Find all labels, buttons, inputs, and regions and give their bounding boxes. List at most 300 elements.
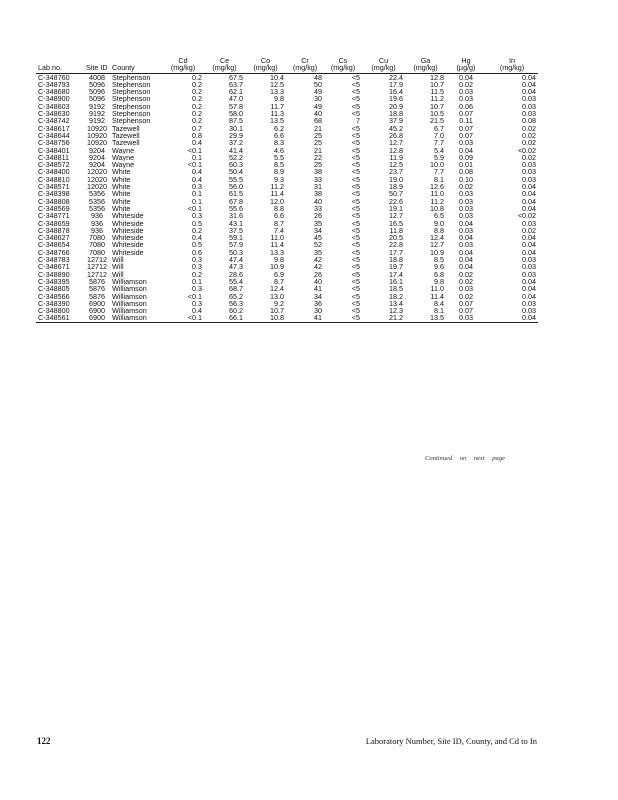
table-cell: 13.5 <box>270 117 284 125</box>
table-cell: 63.7 <box>229 80 243 89</box>
page-number: 122 <box>37 736 51 746</box>
header-row <box>36 57 538 73</box>
table-cell: <5 <box>351 234 360 242</box>
table-cell: 45.2 <box>389 124 403 132</box>
table-cell: 5356 <box>89 190 105 198</box>
table-cell: <5 <box>351 80 360 89</box>
table-cell: C-348617 <box>38 124 70 132</box>
table-cell: 18.9 <box>389 183 403 191</box>
table-cell: 50.3 <box>229 248 243 257</box>
table-cell: <5 <box>351 175 360 184</box>
table-cell: Stephenson <box>112 95 151 103</box>
table-cell: 0.03 <box>522 299 536 308</box>
table-cell: 10.7 <box>430 80 444 89</box>
table-cell: 0.03 <box>459 212 473 220</box>
table-cell: C-348571 <box>38 183 70 191</box>
table-cell: Stephenson <box>112 80 151 89</box>
table-row <box>36 161 538 168</box>
table-cell: 0.03 <box>459 197 473 205</box>
column-header <box>245 57 286 73</box>
table-row <box>36 198 538 205</box>
table-cell: 62.1 <box>229 88 243 96</box>
table-cell: <5 <box>351 299 360 308</box>
table-cell: 9204 <box>89 161 105 169</box>
table-cell: 12.4 <box>270 285 284 293</box>
table-cell: 6.6 <box>274 212 284 220</box>
table-cell: 8.5 <box>434 256 444 264</box>
table-cell: 12020 <box>87 168 107 176</box>
column-header-label: Co <box>260 57 271 65</box>
table-cell: 6.8 <box>434 270 444 278</box>
table-cell: 0.2 <box>192 73 202 81</box>
table-cell: 0.03 <box>522 219 536 227</box>
table-row <box>36 190 538 197</box>
column-header-label: Lab no. <box>38 63 62 73</box>
table-cell: <5 <box>351 190 360 198</box>
table-cell: 47.3 <box>229 263 243 271</box>
table-cell: 8.7 <box>274 277 284 286</box>
table-cell: 11.4 <box>270 190 284 198</box>
table-cell: 13.3 <box>270 88 284 96</box>
column-header-unit: (mg/kg) <box>292 63 318 73</box>
table-cell: 7.7 <box>434 139 444 147</box>
column-header <box>110 57 162 73</box>
table-cell: 0.02 <box>522 124 536 132</box>
table-cell: 8.4 <box>434 299 444 308</box>
table-cell: 25 <box>314 131 322 140</box>
table-cell: 0.4 <box>192 168 202 176</box>
table-cell: 12.7 <box>389 139 403 147</box>
table-cell: 16.1 <box>389 277 403 286</box>
table-cell: Will <box>112 263 124 271</box>
column-header <box>486 57 538 73</box>
table-cell: 10.9 <box>270 263 284 271</box>
table-row <box>36 183 538 190</box>
table-cell: 0.04 <box>522 197 536 205</box>
table-cell: 7080 <box>89 234 105 242</box>
table-cell: C-348400 <box>38 168 70 176</box>
table-cell: <0.1 <box>187 204 202 213</box>
table-cell: 0.02 <box>522 139 536 147</box>
table-cell: White <box>112 168 131 176</box>
table-cell: 0.3 <box>192 299 202 308</box>
table-cell: 0.4 <box>192 234 202 242</box>
table-cell: <0.1 <box>187 292 202 300</box>
table-cell: 11.0 <box>430 190 444 198</box>
table-cell: 19.0 <box>389 175 403 184</box>
table-cell: 0.03 <box>522 168 536 176</box>
table-cell: 25 <box>314 139 322 147</box>
table-cell: 35 <box>314 219 322 227</box>
table-cell: 5876 <box>89 277 105 286</box>
table-cell: 30 <box>314 95 322 103</box>
table-cell: 10.8 <box>270 314 284 323</box>
table-cell: 9.8 <box>274 95 284 103</box>
table-cell: <5 <box>351 263 360 271</box>
table-cell: 0.02 <box>522 131 536 140</box>
table-row <box>36 110 538 117</box>
table-cell: 0.2 <box>192 226 202 235</box>
table-cell: C-348630 <box>38 110 70 118</box>
table-row <box>36 256 538 263</box>
table-cell: 12.7 <box>389 212 403 220</box>
table-cell: 0.8 <box>192 131 202 140</box>
table-cell: <5 <box>351 314 360 323</box>
data-table <box>36 57 538 323</box>
table-cell: 9.2 <box>274 299 284 308</box>
table-cell: 21.5 <box>430 117 444 125</box>
table-cell: 11.0 <box>270 234 284 242</box>
table-row <box>36 95 538 102</box>
table-cell: 0.03 <box>522 256 536 264</box>
table-cell: Wayne <box>112 161 135 169</box>
table-cell: <5 <box>351 124 360 132</box>
table-row <box>36 234 538 241</box>
table-cell: 4008 <box>89 73 105 81</box>
table-cell: 67.5 <box>229 73 243 81</box>
table-cell: C-348398 <box>38 190 70 198</box>
table-cell: 36 <box>314 299 322 308</box>
table-row <box>36 205 538 212</box>
table-cell: 0.02 <box>459 183 473 191</box>
table-cell: 6.2 <box>274 124 284 132</box>
table-row <box>36 168 538 175</box>
table-cell: <0.02 <box>517 212 536 220</box>
table-cell: 55.4 <box>229 277 243 286</box>
table-row <box>36 132 538 139</box>
table-cell: 0.03 <box>522 102 536 111</box>
table-cell: 52 <box>314 241 322 249</box>
table-cell: 37.9 <box>389 117 403 125</box>
table-cell: 8.1 <box>434 175 444 184</box>
table-cell: <5 <box>351 88 360 96</box>
table-cell: 0.03 <box>522 270 536 278</box>
table-cell: 7 <box>356 117 360 125</box>
table-cell: 11.3 <box>270 110 284 118</box>
table-cell: Stephenson <box>112 117 151 125</box>
table-cell: Whiteside <box>112 226 144 235</box>
table-cell: C-348766 <box>38 248 70 257</box>
column-header-unit: (mg/kg) <box>212 63 237 73</box>
table-cell: 7.4 <box>274 226 284 235</box>
column-header-label: Ce <box>219 57 230 65</box>
table-cell: 22.8 <box>389 241 403 249</box>
table-cell: 9.8 <box>434 277 444 286</box>
table-cell: 11.4 <box>430 292 444 300</box>
table-row <box>36 278 538 285</box>
table-cell: C-348800 <box>38 307 70 315</box>
table-cell: C-348627 <box>38 234 70 242</box>
table-cell: 50.7 <box>389 190 403 198</box>
table-cell: 12.8 <box>389 146 403 154</box>
table-cell: Williamson <box>112 299 147 308</box>
table-cell: 18.5 <box>389 285 403 293</box>
table-cell: 0.04 <box>522 80 536 89</box>
table-cell: 87.5 <box>229 117 243 125</box>
column-header-unit: (mg/kg) <box>170 63 196 73</box>
table-cell: 0.03 <box>522 95 536 103</box>
table-cell: 0.04 <box>459 73 473 81</box>
table-cell: C-348390 <box>38 299 70 308</box>
table-cell: White <box>112 175 131 184</box>
table-cell: 0.03 <box>459 226 473 235</box>
table-cell: 0.04 <box>522 190 536 198</box>
column-header-label: Cr <box>301 57 309 65</box>
table-cell: 34 <box>314 226 322 235</box>
table-body <box>36 73 538 322</box>
table-cell: 0.03 <box>522 161 536 169</box>
table-cell: <5 <box>351 197 360 205</box>
column-header-unit: (mg/kg) <box>330 63 356 73</box>
table-cell: 52.2 <box>229 153 243 162</box>
table-cell: <5 <box>351 204 360 213</box>
table-cell: 0.04 <box>522 73 536 81</box>
table-cell: 13.4 <box>389 299 403 308</box>
table-row <box>36 147 538 154</box>
table-cell: C-348890 <box>38 270 70 278</box>
table-cell: 8.9 <box>274 168 284 176</box>
table-row <box>36 88 538 95</box>
table-cell: 0.3 <box>192 212 202 220</box>
table-cell: 38 <box>314 190 322 198</box>
column-header-label: Cu <box>378 57 389 65</box>
table-cell: 11.7 <box>270 102 284 111</box>
table-cell: 5.5 <box>274 153 284 162</box>
table-cell: 12712 <box>87 270 107 278</box>
table-cell: <5 <box>351 153 360 162</box>
column-header <box>446 57 486 73</box>
table-cell: 13.0 <box>270 292 284 300</box>
table-cell: 0.03 <box>459 241 473 249</box>
table-cell: 0.08 <box>459 168 473 176</box>
table-cell: 17.7 <box>389 248 403 257</box>
table-cell: 19.6 <box>389 95 403 103</box>
column-header <box>84 57 110 73</box>
table-cell: 0.09 <box>459 153 473 162</box>
table-cell: 0.07 <box>459 307 473 315</box>
table-cell: C-348395 <box>38 277 70 286</box>
table-cell: 68.7 <box>229 285 243 293</box>
table-cell: 0.01 <box>459 161 473 169</box>
table-cell: 0.04 <box>522 277 536 286</box>
table-cell: 18.8 <box>389 110 403 118</box>
table-cell: 0.03 <box>459 285 473 293</box>
table-cell: 0.5 <box>192 219 202 227</box>
table-cell: 0.04 <box>459 234 473 242</box>
table-cell: 0.2 <box>192 95 202 103</box>
table-cell: Tazewell <box>112 124 140 132</box>
column-header-unit: (mg/kg) <box>371 63 396 73</box>
table-cell: 56.0 <box>229 183 243 191</box>
table-cell: 68 <box>314 117 322 125</box>
table-cell: 6.9 <box>274 270 284 278</box>
table-cell: 13.5 <box>430 314 444 323</box>
column-header <box>162 57 204 73</box>
table-cell: 55.5 <box>229 175 243 184</box>
table-cell: 16.5 <box>389 219 403 227</box>
table-cell: 5096 <box>89 95 105 103</box>
table-cell: White <box>112 190 131 198</box>
table-cell: 10920 <box>87 131 107 140</box>
table-cell: 0.02 <box>459 270 473 278</box>
table-cell: C-348654 <box>38 241 70 249</box>
table-cell: <0.1 <box>187 146 202 154</box>
table-cell: C-348771 <box>38 212 70 220</box>
table-cell: C-348680 <box>38 88 70 96</box>
table-cell: 0.7 <box>192 124 202 132</box>
table-cell: 59.1 <box>229 234 243 242</box>
table-cell: 0.04 <box>522 204 536 213</box>
table-cell: Stephenson <box>112 88 151 96</box>
table-cell: 0.3 <box>192 285 202 293</box>
table-cell: 10.5 <box>430 110 444 118</box>
column-header-unit: (mg/kg) <box>253 63 278 73</box>
table-cell: C-348811 <box>38 153 70 162</box>
table-cell: 19.1 <box>389 204 403 213</box>
running-footer-title: Laboratory Number, Site ID, County, and Cd to In <box>365 736 537 746</box>
table-cell: 12020 <box>87 175 107 184</box>
table-cell: <5 <box>351 183 360 191</box>
table-cell: 5096 <box>89 80 105 89</box>
table-cell: 9192 <box>89 102 105 111</box>
table-cell: 58.0 <box>229 110 243 118</box>
table-cell: 0.2 <box>192 88 202 96</box>
table-cell: 0.03 <box>459 139 473 147</box>
table-cell: 0.3 <box>192 256 202 264</box>
table-cell: 17.4 <box>389 270 403 278</box>
table-row <box>36 241 538 248</box>
table-cell: Whiteside <box>112 241 144 249</box>
table-row <box>36 103 538 110</box>
table-cell: 12.4 <box>430 234 444 242</box>
column-header-label: Cd <box>178 57 188 65</box>
table-cell: Williamson <box>112 307 147 315</box>
table-cell: 0.04 <box>522 248 536 257</box>
table-cell: Williamson <box>112 277 147 286</box>
table-cell: 35 <box>314 248 322 257</box>
table-cell: 11.5 <box>430 88 444 96</box>
table-cell: 7080 <box>89 241 105 249</box>
table-cell: 25 <box>314 161 322 169</box>
table-cell: <5 <box>351 292 360 300</box>
table-cell: C-348900 <box>38 95 70 103</box>
table-cell: 48 <box>314 73 322 81</box>
table-header <box>36 57 538 73</box>
table-cell: 6900 <box>89 314 105 323</box>
table-cell: <5 <box>351 139 360 147</box>
table-cell: 0.08 <box>522 117 536 125</box>
table-cell: 0.04 <box>522 314 536 323</box>
table-cell: 0.11 <box>459 117 473 125</box>
table-cell: 12020 <box>87 183 107 191</box>
table-cell: 42 <box>314 263 322 271</box>
table-cell: 13.3 <box>270 248 284 257</box>
table-cell: 5096 <box>89 88 105 96</box>
table-cell: 0.02 <box>459 292 473 300</box>
table-cell: 0.4 <box>192 139 202 147</box>
table-cell: 0.04 <box>459 263 473 271</box>
table-cell: 936 <box>91 226 103 235</box>
table-cell: 26 <box>314 270 322 278</box>
table-cell: 6900 <box>89 307 105 315</box>
table-cell: 42 <box>314 256 322 264</box>
table-cell: 7.0 <box>434 131 444 140</box>
table-cell: 12.3 <box>389 307 403 315</box>
table-cell: 5356 <box>89 204 105 213</box>
table-cell: C-348805 <box>38 285 70 293</box>
table-cell: 11.4 <box>270 241 284 249</box>
table-cell: 55.6 <box>229 204 243 213</box>
table-cell: 936 <box>91 212 103 220</box>
table-cell: 22.4 <box>389 73 403 81</box>
table-cell: C-348659 <box>38 219 70 227</box>
table-cell: 9192 <box>89 110 105 118</box>
table-row <box>36 263 538 270</box>
continued-note: Continued on next page <box>425 455 505 462</box>
table-cell: 28.6 <box>229 270 243 278</box>
column-header-label: County <box>112 63 135 73</box>
table-cell: C-348808 <box>38 197 70 205</box>
table-cell: 60.2 <box>229 307 243 315</box>
table-cell: 20.9 <box>389 102 403 111</box>
table-cell: C-348756 <box>38 139 70 147</box>
table-cell: Tazewell <box>112 131 140 140</box>
table-cell: 7.7 <box>434 168 444 176</box>
table-cell: 10.7 <box>430 102 444 111</box>
table-row <box>36 293 538 300</box>
table-cell: 0.3 <box>192 263 202 271</box>
table-cell: 8.8 <box>274 204 284 213</box>
table-cell: 0.02 <box>459 277 473 286</box>
table-cell: 57.9 <box>229 241 243 249</box>
table-cell: 12.5 <box>389 161 403 169</box>
table-cell: 0.4 <box>192 307 202 315</box>
table-cell: 26.8 <box>389 131 403 140</box>
table-cell: 0.03 <box>459 190 473 198</box>
table-cell: 11.9 <box>389 153 403 162</box>
table-cell: Williamson <box>112 285 147 293</box>
table-cell: 67.8 <box>229 197 243 205</box>
table-cell: 57.8 <box>229 102 243 111</box>
table-cell: 0.04 <box>459 248 473 257</box>
table-cell: 0.03 <box>459 314 473 323</box>
table-cell: <5 <box>351 248 360 257</box>
table-row <box>36 125 538 132</box>
table-cell: <5 <box>351 256 360 264</box>
table-cell: 0.4 <box>192 175 202 184</box>
table-cell: <5 <box>351 168 360 176</box>
table-cell: 0.04 <box>522 292 536 300</box>
table-cell: <0.1 <box>187 161 202 169</box>
table-cell: 6.7 <box>434 124 444 132</box>
table-cell: 9204 <box>89 146 105 154</box>
table-cell: 936 <box>91 219 103 227</box>
table-row <box>36 117 538 124</box>
table-cell: Whiteside <box>112 248 144 257</box>
table-cell: 4.6 <box>274 146 284 154</box>
column-header <box>204 57 245 73</box>
table-cell: 0.07 <box>459 124 473 132</box>
table-cell: Williamson <box>112 314 147 323</box>
table-cell: 0.04 <box>522 88 536 96</box>
table-cell: <5 <box>351 131 360 140</box>
table-cell: 8.3 <box>274 139 284 147</box>
table-cell: 45 <box>314 234 322 242</box>
table-cell: C-348603 <box>38 102 70 111</box>
table-cell: 50 <box>314 80 322 89</box>
table-cell: 0.5 <box>192 241 202 249</box>
table-cell: 40 <box>314 110 322 118</box>
